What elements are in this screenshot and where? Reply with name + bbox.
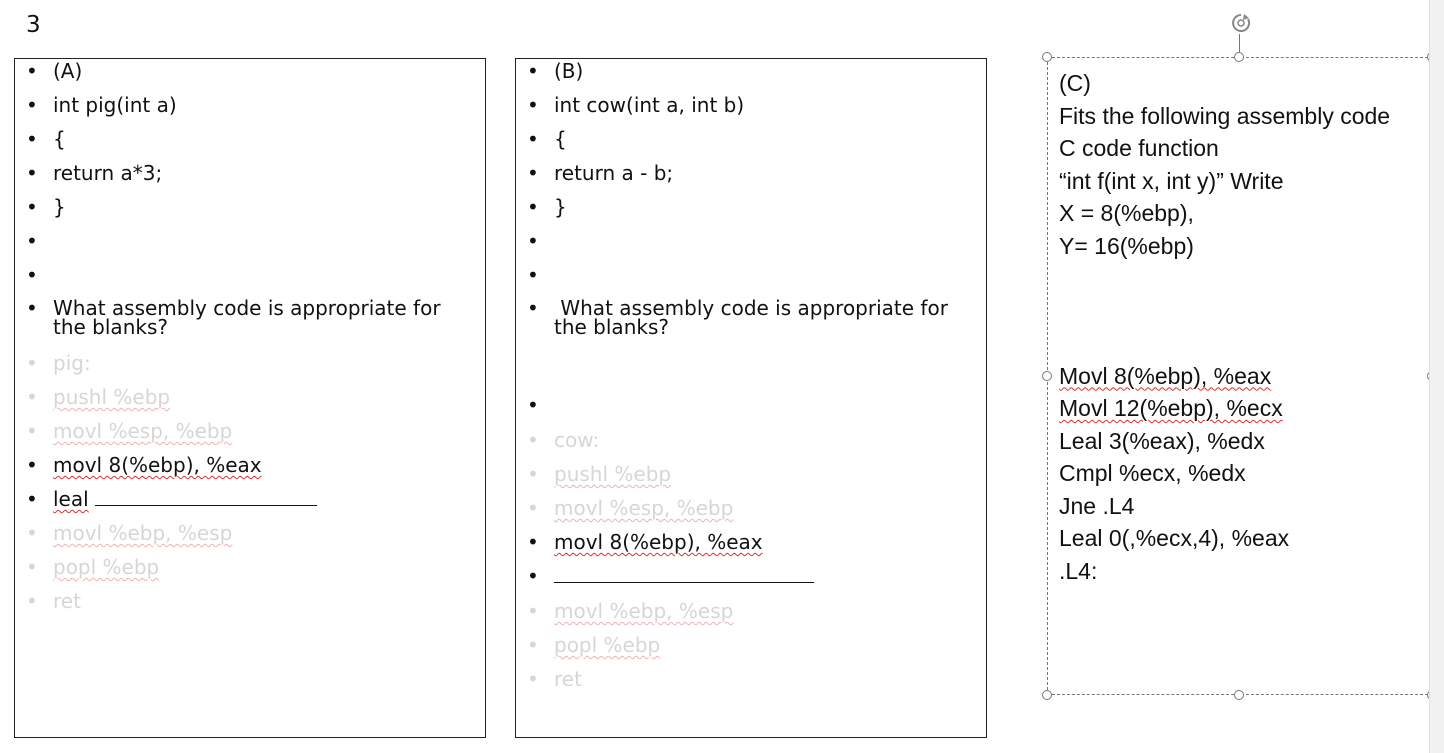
- bullet-icon: •: [527, 296, 539, 320]
- list-item: • pushl %ebp: [26, 385, 171, 409]
- text-line: (C): [1059, 70, 1091, 96]
- answer-blank[interactable]: [95, 488, 317, 506]
- list-item: • pig:: [26, 351, 91, 375]
- text-line: Movl 12(%ebp), %ecx: [1059, 395, 1283, 421]
- bullet-icon: •: [527, 127, 539, 151]
- list-item: • movl %ebp, %esp: [26, 521, 233, 545]
- bullet-icon: •: [527, 530, 539, 554]
- text-line: [1059, 262, 1426, 295]
- bullet-icon: •: [527, 393, 539, 417]
- vertical-scrollbar[interactable]: [1429, 0, 1444, 753]
- bullet-icon: •: [527, 93, 539, 117]
- bullet-icon: •: [527, 496, 539, 520]
- text-line: Cmpl %ecx, %edx: [1059, 460, 1246, 486]
- list-item: • cow:: [527, 428, 600, 452]
- text-line: [1059, 295, 1426, 328]
- question-text: • What assembly code is appropriate for the blanks?: [26, 296, 441, 339]
- text-line: C code function: [1059, 135, 1219, 161]
- bullet-icon: •: [26, 195, 38, 219]
- text-line: Leal 0(,%ecx,4), %eax: [1059, 525, 1290, 551]
- list-item: • ret: [26, 589, 81, 613]
- list-item: • pushl %ebp: [527, 462, 672, 486]
- bullet-icon: •: [527, 263, 539, 287]
- text-line: Movl 8(%ebp), %eax: [1059, 362, 1272, 389]
- answer-blank[interactable]: [554, 565, 814, 583]
- bullet-icon: •: [26, 263, 38, 287]
- list-item: • int cow(int a, int b): [527, 93, 745, 117]
- list-item: • movl %esp, %ebp: [26, 419, 233, 443]
- bullet-icon: •: [26, 296, 38, 320]
- list-item: • ret: [527, 667, 582, 691]
- code-box-a[interactable]: [14, 58, 486, 738]
- bullet-icon: •: [26, 589, 38, 613]
- bullet-icon: •: [26, 127, 38, 151]
- list-item: • movl %esp, %ebp: [527, 496, 734, 520]
- resize-handle-top-left[interactable]: [1042, 52, 1052, 62]
- list-item: • {: [26, 127, 66, 151]
- list-item: [516, 564, 986, 588]
- text-line: Fits the following assembly code: [1059, 102, 1391, 129]
- text-line: Leal 3(%eax), %edx: [1059, 427, 1265, 454]
- text-line: “int f(int x, int y)” Write: [1059, 167, 1284, 194]
- question-text: • What assembly code is appropriate for the blanks?: [527, 296, 955, 339]
- code-box-b[interactable]: [515, 58, 987, 738]
- bullet-icon: •: [26, 229, 38, 253]
- list-item: • (B): [527, 59, 584, 83]
- bullet-icon: •: [527, 161, 539, 185]
- text-box-c-content[interactable]: [1059, 67, 1426, 587]
- list-item: • {: [527, 127, 567, 151]
- bullet-icon: •: [26, 521, 38, 545]
- rotate-icon[interactable]: [1229, 11, 1253, 35]
- bullet-icon: •: [26, 419, 38, 443]
- text-line: .L4:: [1059, 557, 1098, 584]
- bullet-icon: •: [527, 195, 539, 219]
- list-item: • return a - b;: [527, 161, 674, 185]
- text-line: [1059, 327, 1426, 360]
- text-box-c[interactable]: [1047, 57, 1433, 695]
- bullet-icon: •: [26, 385, 38, 409]
- list-item: • leal: [15, 487, 485, 511]
- bullet-icon: •: [527, 564, 539, 588]
- list-item: • movl %ebp, %esp: [527, 599, 734, 623]
- list-item: • popl %ebp: [26, 555, 160, 579]
- text-line: X = 8(%ebp),: [1059, 200, 1194, 226]
- bullet-icon: •: [527, 229, 539, 253]
- resize-handle-bottom-left[interactable]: [1042, 690, 1052, 700]
- list-item: • return a*3;: [26, 161, 163, 185]
- text-line: Y= 16(%ebp): [1059, 232, 1194, 259]
- bullet-icon: •: [527, 667, 539, 691]
- bullet-icon: •: [26, 351, 38, 375]
- list-item: • }: [527, 195, 567, 219]
- bullet-icon: •: [527, 59, 539, 83]
- bullet-icon: •: [26, 161, 38, 185]
- bullet-icon: •: [26, 453, 38, 477]
- list-item: • movl 8(%ebp), %eax: [527, 530, 763, 554]
- bullet-icon: •: [527, 462, 539, 486]
- bullet-icon: •: [26, 555, 38, 579]
- bullet-icon: •: [527, 599, 539, 623]
- text-line: Jne .L4: [1059, 492, 1135, 519]
- list-item: • (A): [26, 59, 83, 83]
- resize-handle-bottom[interactable]: [1234, 690, 1244, 700]
- bullet-icon: •: [527, 633, 539, 657]
- bullet-icon: •: [527, 428, 539, 452]
- resize-handle-top[interactable]: [1234, 52, 1244, 62]
- slide-number: 3: [26, 12, 41, 38]
- list-item: • popl %ebp: [527, 633, 661, 657]
- list-item: • }: [26, 195, 66, 219]
- list-item: • int pig(int a): [26, 93, 177, 117]
- bullet-icon: •: [26, 59, 38, 83]
- list-item: • movl 8(%ebp), %eax: [26, 453, 262, 477]
- bullet-icon: •: [26, 487, 38, 511]
- bullet-icon: •: [26, 93, 38, 117]
- resize-handle-left[interactable]: [1042, 371, 1052, 381]
